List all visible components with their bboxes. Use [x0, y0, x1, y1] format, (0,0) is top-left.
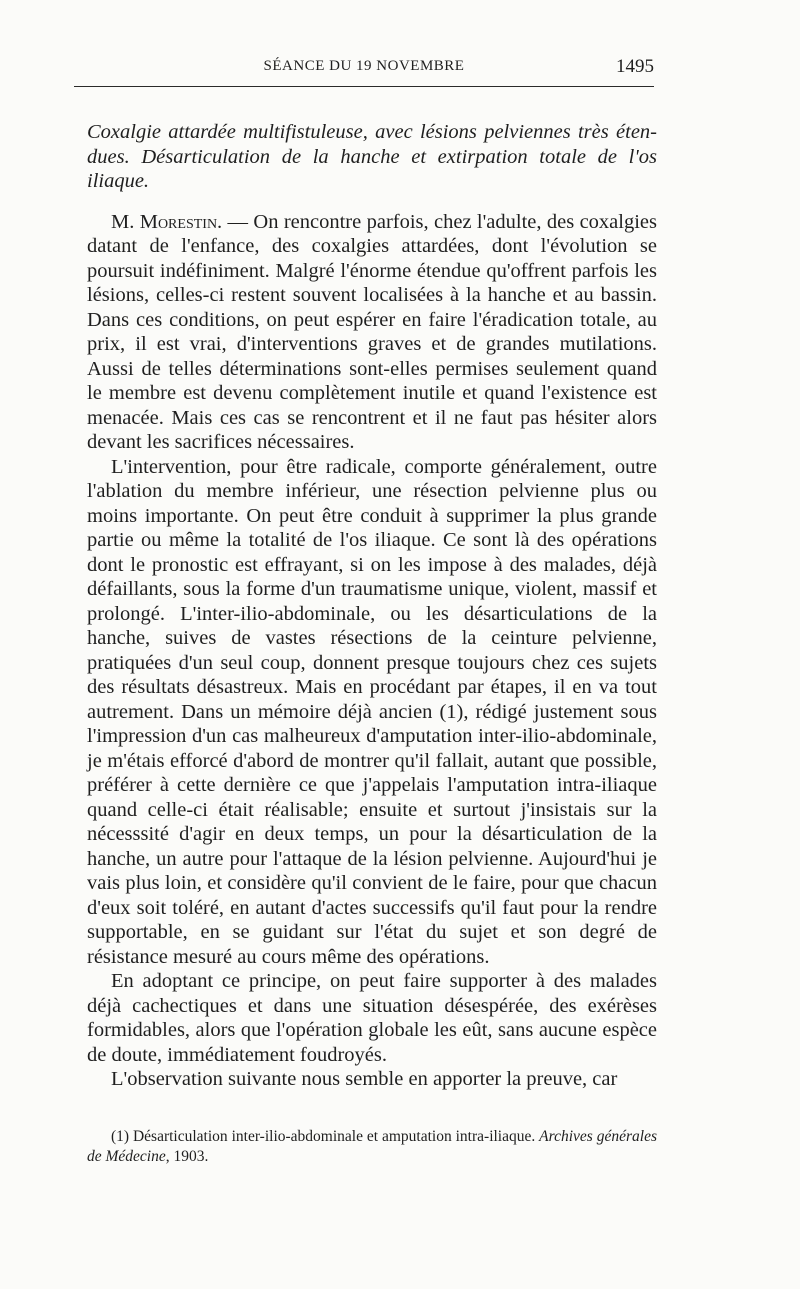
article-body	[87, 120, 657, 1092]
paragraph: L'intervention, pour être radicale, comporte généralement, outre l'ablation du membre inférieur, une résection pelvienne plus ou moins importante. On peut être conduit à supprimer la plus grande partie ou même la totalité de l'os iliaque. Ce sont là des opérations dont le pronostic est effrayant, si on les impose à des malades, déjà défaillants, sous la forme d'un traumatisme unique, violent, massif et prolongé. L'inter-ilio-abdominale, ou les désarticulations de la hanche, suives de vastes résections de la ceinture pelvienne, pratiquées d'un seul coup, donnent presque toujours chez ces sujets des résultats désastreux. Mais en procédant par étapes, il en va tout autrement. Dans un mémoire déjà ancien (1), rédigé justement sous l'impression d'un cas malheureux d'amputation inter-ilio-abdominale, je m'étais efforcé d'abord de montrer qu'il fallait, autant que possible, préférer à cette dernière ce que j'appelais l'amputation intra-iliaque quand celle-ci était réalisable; ensuite et surtout j'insistais sur la nécesssité d'agir en deux temps, un pour la désarticulation de la hanche, un autre pour l'attaque de la lésion pelvienne. Aujourd'hui je vais plus loin, et considère qu'il convient de le faire, pour que chacun d'eux soit toléré, en autant d'actes successifs qu'il faut pour la rendre supportable, en se guidant sur l'état du sujet et son degré de résistance mesuré au cours même des opérations.	[87, 455, 657, 968]
page-number: 1495	[616, 56, 654, 77]
article-title: Coxalgie attardée multifistuleuse, avec lésions pelviennes très étendues. Désarticulation de la hanche et extirpation totale de l'os iliaque.	[87, 121, 657, 192]
footnote	[87, 1127, 657, 1167]
paragraph: En adoptant ce principe, on peut faire supporter à des malades déjà cachectiques et dans une situation désespérée, des exérèses formidables, alors que l'opération globale les eût, sans aucune espèce de doute, immédiatement foudroyés.	[87, 970, 657, 1066]
footnote-text: (1) Désarticulation inter-ilio-abdominale et amputation intra-iliaque.	[111, 1128, 540, 1145]
running-title: SÉANCE DU 19 NOVEMBRE	[263, 58, 465, 74]
paragraph-text: — On rencontre parfois, chez l'adulte, des coxalgies datant de l'enfance, des coxalgies attardées, dont l'évolution se poursuit indéfiniment. Malgré l'énorme étendue qu'offrent parfois les lésions, celles-ci restent souvent localisées à la hanche et au bassin. Dans ces conditions, on peut espérer en faire l'éradication totale, au prix, il est vrai, d'interventions graves et de grandes mutilations. Aussi de telles déterminations sont-elles permises seulement quand le membre est devenu complètement inutile et quand l'existence est menacée. Mais ces cas se rencontrent et il ne faut pas hésiter alors devant les sacrifices nécessaires.	[87, 210, 657, 453]
footnote-source: Archives générales de Médecine	[87, 1128, 657, 1165]
paragraph: L'observation suivante nous semble en apporter la preuve, car	[111, 1068, 618, 1090]
speaker-name: M. Morestin.	[111, 210, 223, 233]
paragraph	[87, 210, 657, 455]
running-header	[74, 56, 654, 87]
footnote-year: , 1903.	[165, 1148, 209, 1165]
